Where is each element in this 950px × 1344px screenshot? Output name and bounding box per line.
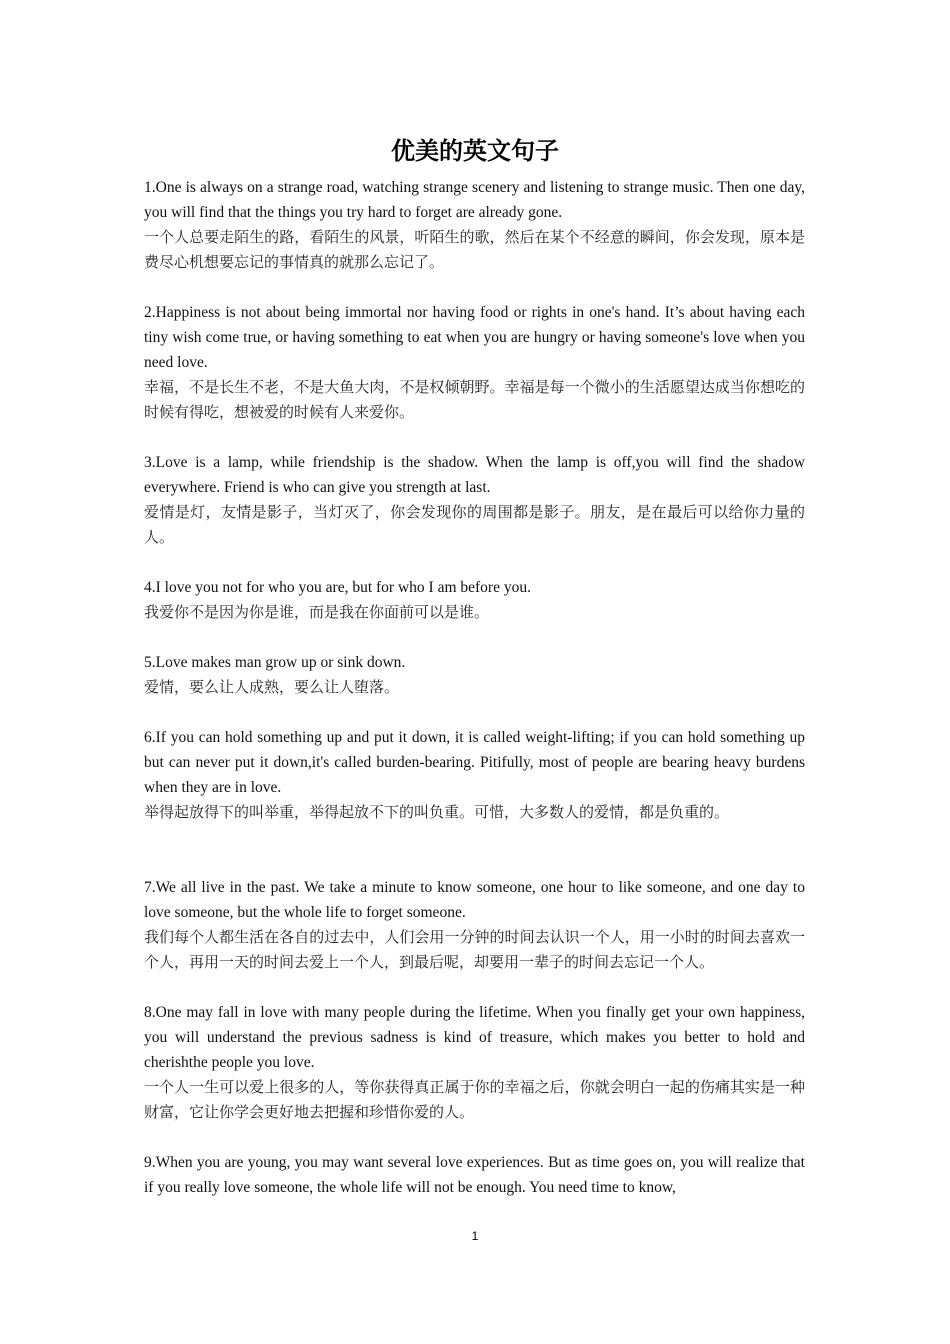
english-sentence: 9.When you are young, you may want several love experiences. But as time goes on, you will realize that if you really love someone, the whole life will not be enough. You need time to know, (144, 1154, 805, 1196)
english-sentence: 1.One is always on a strange road, watching strange scenery and listening to strange music. Then one day, you will find that the things you try hard to forget are already gone. (144, 179, 805, 221)
list-item (144, 875, 805, 975)
list-item (144, 1150, 805, 1200)
chinese-translation: 一个人总要走陌生的路，看陌生的风景，听陌生的歌，然后在某个不经意的瞬间，你会发现，原本是费尽心机想要忘记的事情真的就那么忘记了。 (144, 228, 805, 271)
list-item (144, 300, 805, 425)
english-sentence: 2.Happiness is not about being immortal nor having food or rights in one's hand. It’s about having each tiny wish come true, or having something to eat when you are hungry or having someone's love when you need love. (144, 304, 805, 371)
chinese-translation: 我们每个人都生活在各自的过去中，人们会用一分钟的时间去认识一个人，用一小时的时间去喜欢一个人，再用一天的时间去爱上一个人，到最后呢，却要用一辈子的时间去忘记一个人。 (144, 928, 805, 971)
list-item (144, 1000, 805, 1125)
list-item (144, 575, 805, 625)
page-number: 1 (471, 1229, 479, 1243)
english-sentence: 4.I love you not for who you are, but for who I am before you. (144, 579, 531, 596)
chinese-translation: 我爱你不是因为你是谁，而是我在你面前可以是谁。 (144, 603, 490, 621)
list-item (144, 450, 805, 550)
english-sentence: 7.We all live in the past. We take a minute to know someone, one hour to like someone, and one day to love someone, but the whole life to forget someone. (144, 879, 805, 921)
chinese-translation: 幸福，不是长生不老，不是大鱼大肉，不是权倾朝野。幸福是每一个微小的生活愿望达成当你想吃的时候有得吃，想被爱的时候有人来爱你。 (144, 378, 805, 421)
chinese-translation: 爱情，要么让人成熟，要么让人堕落。 (144, 678, 400, 696)
list-item (144, 650, 805, 700)
list-item (144, 725, 805, 825)
english-sentence: 6.If you can hold something up and put it down, it is called weight-lifting; if you can hold something up but can never put it down,it's called burden-bearing. Pitifully, most of people are bearing heavy burdens when they are in love. (144, 729, 805, 796)
page-title: 优美的英文句子 (391, 136, 559, 165)
chinese-translation: 一个人一生可以爱上很多的人，等你获得真正属于你的幸福之后，你就会明白一起的伤痛其实是一种财富，它让你学会更好地去把握和珍惜你爱的人。 (144, 1078, 805, 1121)
document-body (144, 175, 805, 1200)
english-sentence: 8.One may fall in love with many people during the lifetime. When you finally get your own happiness, you will understand the previous sadness is kind of treasure, which makes you better to hold and cherishthe people you love. (144, 1004, 805, 1071)
english-sentence: 5.Love makes man grow up or sink down. (144, 654, 406, 671)
chinese-translation: 爱情是灯，友情是影子，当灯灭了，你会发现你的周围都是影子。朋友，是在最后可以给你力量的人。 (144, 503, 805, 546)
chinese-translation: 举得起放得下的叫举重，举得起放不下的叫负重。可惜，大多数人的爱情，都是负重的。 (144, 803, 730, 821)
english-sentence: 3.Love is a lamp, while friendship is the shadow. When the lamp is off,you will find the shadow everywhere. Friend is who can give you strength at last. (144, 454, 805, 496)
list-item (144, 175, 805, 275)
